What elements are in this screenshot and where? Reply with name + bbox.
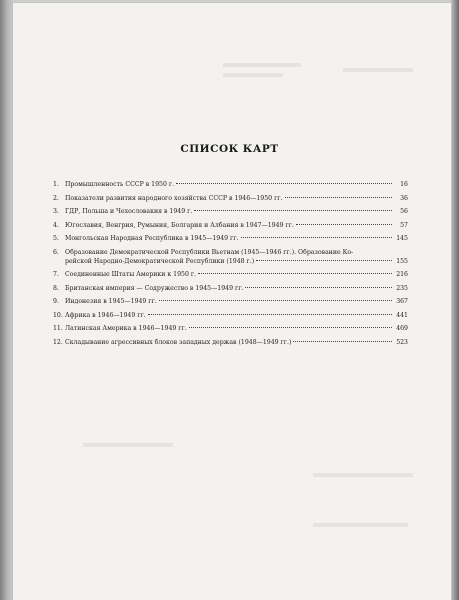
item-title: ГДР, Польша и Чехословакия в 1949 г. [65,208,193,215]
bleed-through-mark [223,63,301,67]
item-title: Соединенные Штаты Америки к 1950 г. [65,271,197,278]
dot-leader [293,341,392,342]
item-number: 2. [53,194,59,202]
item-title: Югославия, Венгрия, Румыния, Болгария и Албания в 1947—1949 гг. [65,221,294,229]
item-number: 5. [53,235,59,242]
dot-leader [296,224,392,225]
dot-leader [189,327,392,328]
bleed-through-mark [343,68,413,72]
dot-leader [194,210,392,211]
list-item [53,270,408,279]
list-item [53,207,408,216]
bleed-through-mark [313,473,413,477]
item-page-number: 367 [396,298,408,305]
item-page-number: 155 [396,257,408,265]
item-title: Британская империя — Содружество в 1945—1949 гг. [65,284,244,292]
bleed-through-mark [83,443,173,447]
list-item [53,297,408,306]
item-title: Показатели развития народного хозяйства СССР в 1946—1950 гг. [65,194,283,202]
item-title: Промышленность СССР в 1950 г. [65,181,175,188]
item-page-number: 16 [400,181,408,188]
item-number: 3. [53,208,59,215]
item-number: 4. [53,221,59,229]
list-item [53,248,408,266]
item-title-line-2: рейской Народно-Демократической Республики (1948 г.) [65,257,255,265]
list-item [53,284,408,293]
item-page-number: 145 [396,235,408,242]
item-number: 12. [53,338,63,346]
item-title: Индонезия в 1945—1949 гг. [65,298,157,305]
dot-leader [198,273,392,274]
scan-left-edge [0,0,13,600]
item-page-number: 441 [396,311,408,319]
item-page-number: 235 [396,284,408,292]
dot-leader [256,260,392,261]
dot-leader [285,197,392,198]
dot-leader [245,287,392,288]
item-title: Африка в 1946—1949 гг. [65,311,146,319]
list-item [53,324,408,333]
dot-leader [176,183,392,184]
item-page-number: 57 [400,221,408,229]
item-page-number: 469 [396,325,408,332]
list-item [53,221,408,230]
map-list [53,180,408,351]
item-title: Монгольская Народная Республика в 1945—1949 гг. [65,235,239,242]
bleed-through-mark [223,73,283,77]
list-item [53,311,408,320]
item-number: 1. [53,181,59,188]
item-title: Складывание агрессивных блоков западных держав (1948—1949 гг.) [65,338,292,346]
item-number: 9. [53,298,59,305]
item-number: 10. [53,311,63,319]
item-title: Латинская Америка в 1946—1949 гг. [65,325,187,332]
list-item [53,180,408,189]
dot-leader [159,300,392,301]
list-item [53,234,408,243]
item-page-number: 523 [396,338,408,346]
dot-leader [241,237,392,238]
scan-right-edge [451,0,459,600]
item-number: 11. [53,325,63,332]
item-page-number: 56 [400,208,408,215]
item-number: 6. [53,248,59,256]
item-page-number: 36 [400,194,408,202]
bleed-through-mark [313,523,408,527]
item-title-line-1: Образование Демократической Республики Вьетнам (1945—1946 гг.). Образование Ко- [65,248,354,256]
item-number: 7. [53,271,59,278]
item-number: 8. [53,284,59,292]
list-item [53,338,408,347]
list-item [53,194,408,203]
page-title: СПИСОК КАРТ [180,143,279,155]
item-page-number: 216 [396,271,408,278]
dot-leader [148,314,392,315]
